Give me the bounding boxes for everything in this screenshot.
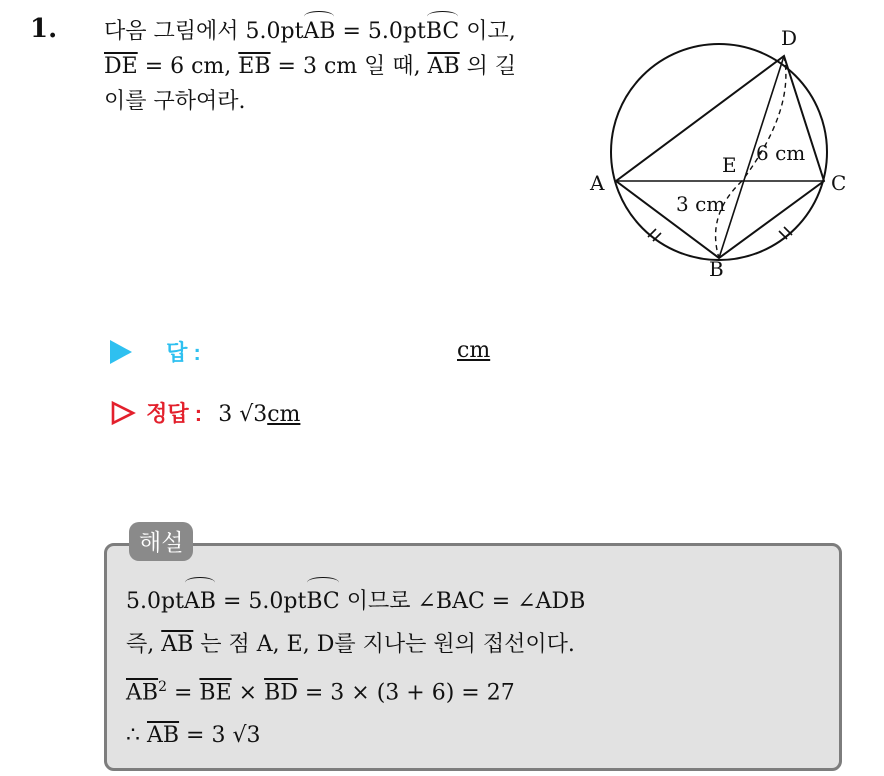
answer-unit: cm: [457, 338, 491, 363]
problem-line-2: [104, 49, 574, 84]
problem-line-3: 이를 구하여라.: [104, 89, 246, 114]
solution-line-3: [126, 666, 585, 714]
text: 즉,: [126, 632, 162, 657]
segment-de: $\overline{DE}$: [104, 54, 138, 79]
segment-be: $\overline{BE}$: [199, 680, 232, 706]
answer-row: [110, 336, 201, 367]
arc-ab: AB: [303, 14, 335, 49]
correct-label: 정답 :: [146, 401, 203, 426]
text: 이고,: [459, 19, 516, 44]
arc-bc: BC: [306, 580, 339, 623]
segment-eb: $\overline{EB}$: [238, 54, 271, 79]
text: =: [166, 680, 200, 706]
solution-tag: 해설: [129, 522, 193, 561]
segment-ab: $\overline{AB}$: [147, 723, 180, 749]
outline-arrow-icon: [110, 400, 136, 426]
text: 5.0pt: [126, 589, 184, 614]
text: ∴: [126, 723, 147, 749]
answer-label: 답 :: [166, 340, 201, 365]
segment-ab: $\overline{AB}$: [427, 54, 460, 79]
label-c: C: [831, 171, 847, 195]
solution-line-1: [126, 580, 585, 623]
play-arrow-icon: [110, 340, 132, 364]
text: = 5.0pt: [215, 589, 307, 614]
circle-figure: [585, 20, 855, 285]
correct-row: [110, 397, 300, 428]
text: = 3 cm 일 때,: [270, 54, 428, 79]
problem-line-1: [104, 14, 574, 49]
segment-ab: $\overline{AB}$: [161, 632, 194, 657]
correct-value: 3 √3: [218, 402, 268, 427]
label-e: E: [722, 153, 737, 177]
text: = 6 cm,: [137, 54, 239, 79]
label-d: D: [781, 26, 798, 50]
solution-line-4: [126, 714, 585, 757]
solution-line-2: [126, 623, 585, 666]
length-de: 6 cm: [756, 141, 806, 165]
text: 이므로 ∠BAC = ∠ADB: [339, 589, 586, 614]
text: = 3 × (3 + 6) = 27: [297, 680, 515, 706]
segment-bd: $\overline{BD}$: [264, 680, 298, 706]
text: 다음 그림에서 5.0pt: [104, 19, 304, 44]
solution-text: [126, 580, 585, 757]
text: = 3 √3: [179, 723, 261, 749]
length-eb: 3 cm: [676, 192, 726, 216]
text: = 5.0pt: [335, 19, 426, 44]
arc-bc: BC: [426, 14, 459, 49]
arc-ab: AB: [184, 580, 216, 623]
text: 의 길: [459, 54, 517, 79]
text: ×: [231, 680, 265, 706]
text: 는 점 A, E, D를 지나는 원의 접선이다.: [193, 632, 575, 657]
problem-number: 1.: [30, 14, 58, 44]
exponent: 2: [158, 679, 167, 695]
label-a: A: [590, 171, 605, 195]
label-b: B: [709, 257, 724, 281]
correct-unit: cm: [267, 402, 301, 427]
problem-statement: [104, 14, 574, 119]
segment-ab: $\overline{AB}$: [126, 680, 159, 706]
